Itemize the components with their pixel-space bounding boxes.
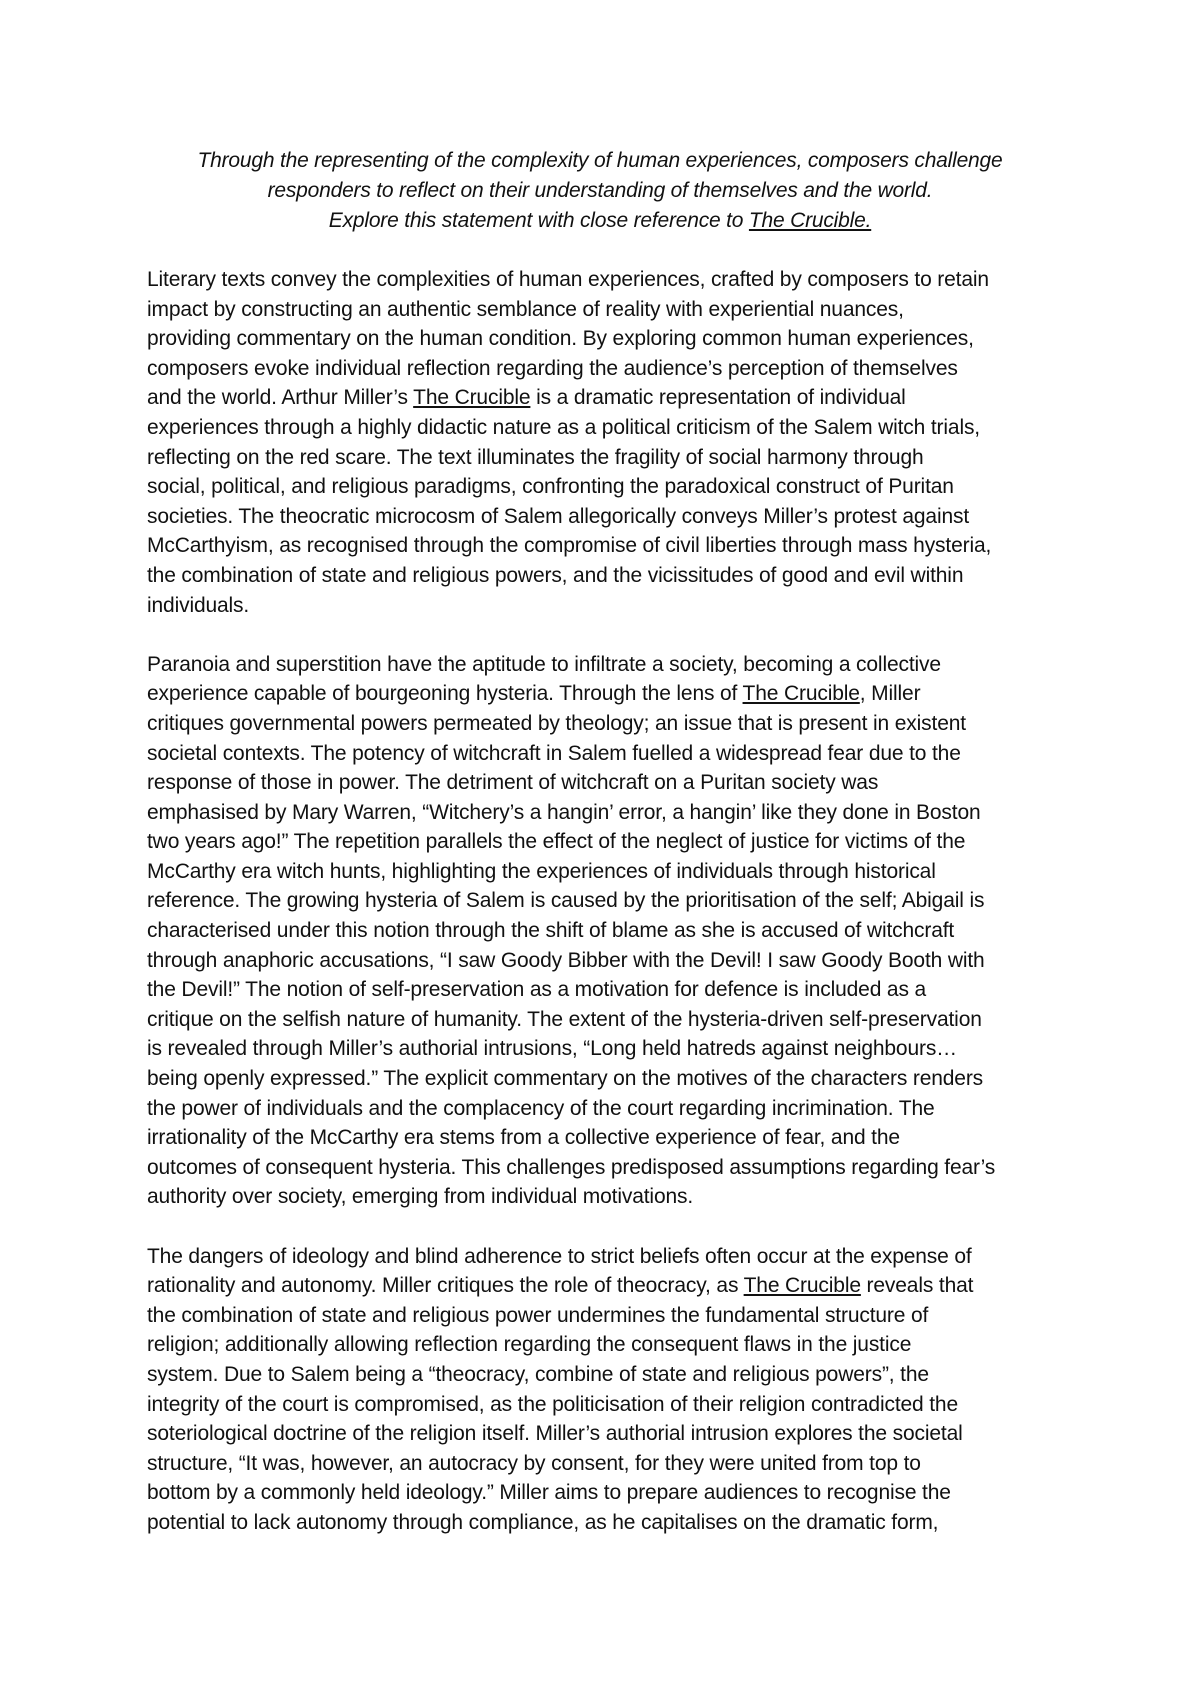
text-title-underlined: The Crucible: [743, 1274, 861, 1298]
paragraph-line: [147, 1123, 1067, 1153]
paragraph-line: [147, 1330, 1067, 1360]
paragraph-line: [147, 1094, 1067, 1124]
paragraph-line: [147, 1153, 1067, 1183]
paragraph-line: [147, 1360, 1067, 1390]
paragraph-line: [147, 295, 1067, 325]
line-text: religion; additionally allowing reflection regarding the consequent flaws in the justice: [147, 1333, 912, 1357]
paragraph-line: [147, 1242, 1067, 1272]
paragraph-line: [147, 1390, 1067, 1420]
essay-question-prefix: Explore this statement with close reference to: [328, 209, 749, 232]
line-text: critique on the selfish nature of humanity. The extent of the hysteria-driven self-preservation: [147, 1007, 982, 1031]
paragraph-line: [147, 1182, 1067, 1212]
paragraph-line: [147, 591, 1067, 621]
line-text: outcomes of consequent hysteria. This challenges predisposed assumptions regarding fear’s: [147, 1155, 996, 1179]
line-text: The dangers of ideology and blind adherence to strict beliefs often occur at the expense of: [147, 1244, 972, 1268]
paragraph-line: [147, 1508, 1067, 1538]
line-text: characterised under this notion through the shift of blame as she is accused of witchcraft: [147, 919, 955, 943]
paragraph-line: [147, 531, 1067, 561]
line-text: providing commentary on the human condition. By exploring common human experiences,: [147, 327, 974, 351]
paragraph-line: [147, 1301, 1067, 1331]
line-text: potential to lack autonomy through compliance, as he capitalises on the dramatic form,: [147, 1510, 939, 1534]
line-text: emphasised by Mary Warren, “Witchery’s a hangin’ error, a hangin’ like they done in Boston: [147, 800, 981, 824]
line-text: authority over society, emerging from individual motivations.: [147, 1185, 694, 1209]
line-text: reference. The growing hysteria of Salem is caused by the prioritisation of the self; Abigail is: [147, 889, 985, 913]
line-text: and the world. Arthur Miller’s: [147, 386, 414, 410]
paragraph-line: [147, 1271, 1067, 1301]
line-text: the combination of state and religious power undermines the fundamental structure of: [147, 1303, 929, 1327]
line-text: experience capable of bourgeoning hysteria. Through the lens of: [147, 682, 743, 706]
line-text: rationality and autonomy. Miller critiques the role of theocracy, as: [147, 1274, 744, 1298]
line-text: reveals that: [860, 1274, 974, 1298]
paragraph-line: [147, 798, 1067, 828]
paragraph-line: [147, 827, 1067, 857]
paragraph-line: [147, 265, 1067, 295]
paragraph-line: [147, 324, 1067, 354]
paragraph-line: [147, 650, 1067, 680]
line-text: being openly expressed.” The explicit commentary on the motives of the characters renders: [147, 1067, 984, 1091]
line-text: critiques governmental powers permeated by theology; an issue that is present in existent: [147, 711, 966, 735]
paragraph-line: [147, 502, 1067, 532]
line-text: is revealed through Miller’s authorial intrusions, “Long held hatreds against neighbours…: [147, 1037, 958, 1061]
paragraph-line: [147, 413, 1067, 443]
paragraph-line: [147, 975, 1067, 1005]
essay-question-line: [120, 206, 1080, 236]
text-title-underlined: The Crucible.: [748, 209, 872, 232]
paragraph-line: [147, 383, 1067, 413]
text-title-underlined: The Crucible: [742, 682, 860, 706]
essay-question: [120, 146, 1080, 236]
paragraph-line: [147, 857, 1067, 887]
essay-paragraph: [147, 650, 1067, 1212]
line-text: composers evoke individual reflection regarding the audience’s perception of themselves: [147, 356, 958, 380]
paragraph-line: [147, 768, 1067, 798]
essay-paragraph: [147, 1242, 1067, 1538]
essay-question-line: responders to reflect on their understanding of themselves and the world.: [267, 179, 933, 202]
paragraph-line: [147, 886, 1067, 916]
line-text: bottom by a commonly held ideology.” Miller aims to prepare audiences to recognise the: [147, 1481, 951, 1505]
line-text: two years ago!” The repetition parallels the effect of the neglect of justice for victims of the: [147, 830, 966, 854]
paragraph-line: [147, 472, 1067, 502]
line-text: societal contexts. The potency of witchcraft in Salem fuelled a widespread fear due to the: [147, 741, 961, 765]
paragraph-line: [147, 443, 1067, 473]
line-text: irrationality of the McCarthy era stems from a collective experience of fear, and the: [147, 1126, 900, 1150]
essay-paragraph: [147, 265, 1067, 620]
line-text: response of those in power. The detriment of witchcraft on a Puritan society was: [147, 771, 879, 795]
line-text: reflecting on the red scare. The text illuminates the fragility of social harmony through: [147, 445, 924, 469]
line-text: is a dramatic representation of individual: [530, 386, 906, 410]
paragraph-line: [147, 916, 1067, 946]
line-text: social, political, and religious paradigms, confronting the paradoxical construct of Puritan: [147, 475, 954, 499]
paragraph-line: [147, 1449, 1067, 1479]
paragraph-line: [147, 679, 1067, 709]
line-text: through anaphoric accusations, “I saw Goody Bibber with the Devil! I saw Goody Booth with: [147, 948, 985, 972]
text-title-underlined: The Crucible: [413, 386, 531, 410]
line-text: , Miller: [859, 682, 921, 706]
essay-question-line: Through the representing of the complexity of human experiences, composers challenge: [197, 149, 1003, 172]
paragraph-line: [147, 1034, 1067, 1064]
paragraph-line: [147, 946, 1067, 976]
paragraph-line: [147, 709, 1067, 739]
paragraph-line: [147, 1005, 1067, 1035]
line-text: societies. The theocratic microcosm of Salem allegorically conveys Miller’s protest against: [147, 504, 970, 528]
line-text: McCarthyism, as recognised through the compromise of civil liberties through mass hysteria,: [147, 534, 992, 558]
paragraph-line: [147, 1478, 1067, 1508]
line-text: the power of individuals and the complacency of the court regarding incrimination. The: [147, 1096, 935, 1120]
line-text: impact by constructing an authentic semblance of reality with experiential nuances,: [147, 297, 904, 321]
line-text: the combination of state and religious powers, and the vicissitudes of good and evil within: [147, 563, 964, 587]
line-text: Literary texts convey the complexities of human experiences, crafted by composers to retain: [147, 268, 989, 291]
line-text: structure, “It was, however, an autocracy by consent, for they were united from top to: [147, 1451, 921, 1475]
line-text: individuals.: [147, 593, 250, 617]
paragraph-line: [147, 739, 1067, 769]
line-text: experiences through a highly didactic nature as a political criticism of the Salem witch trials,: [147, 415, 980, 439]
line-text: integrity of the court is compromised, as the politicisation of their religion contradicted the: [147, 1392, 958, 1416]
paragraph-line: [147, 561, 1067, 591]
line-text: the Devil!” The notion of self-preservation as a motivation for defence is included as a: [147, 978, 927, 1002]
line-text: Paranoia and superstition have the aptitude to infiltrate a society, becoming a collective: [147, 652, 941, 676]
line-text: McCarthy era witch hunts, highlighting the experiences of individuals through historical: [147, 859, 936, 883]
paragraph-line: [147, 1064, 1067, 1094]
line-text: system. Due to Salem being a “theocracy, combine of state and religious powers”, the: [147, 1362, 929, 1386]
paragraph-line: [147, 1419, 1067, 1449]
essay-body: [147, 265, 1067, 1567]
line-text: soteriological doctrine of the religion itself. Miller’s authorial intrusion explores the societal: [147, 1422, 963, 1446]
paragraph-line: [147, 354, 1067, 384]
